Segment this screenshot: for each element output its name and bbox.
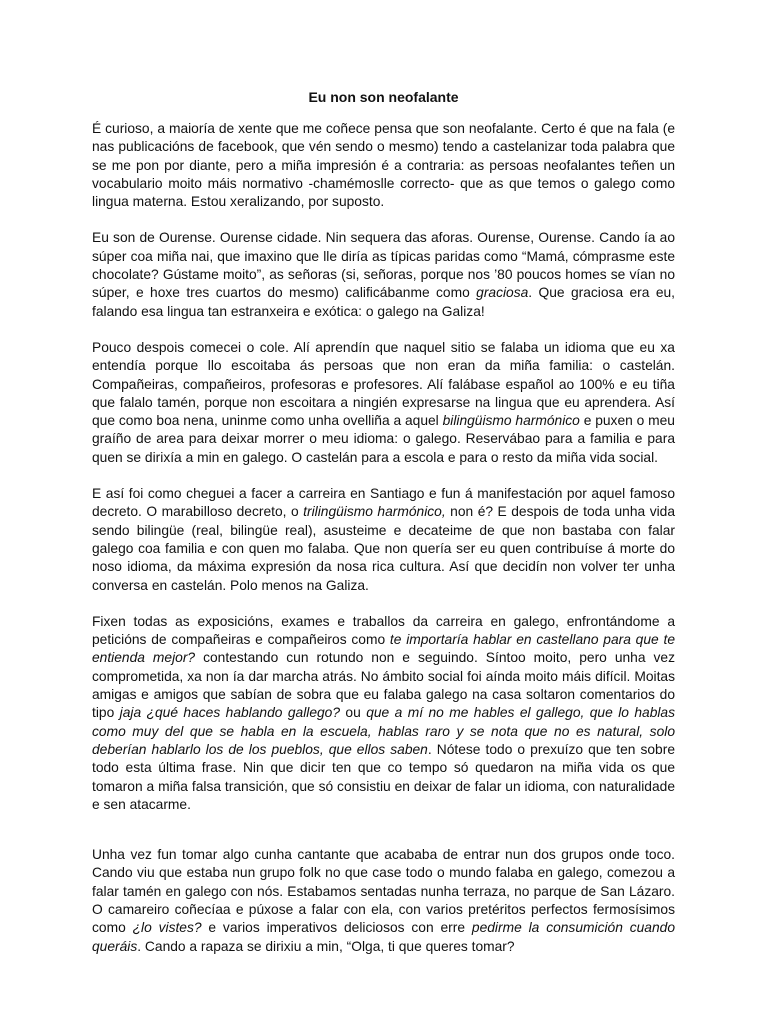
paragraph-5 xyxy=(92,613,675,814)
paragraph-text: e varios imperativos deliciosos con erre xyxy=(201,920,472,936)
document-page xyxy=(92,88,675,974)
italic-phrase: graciosa xyxy=(476,285,529,301)
paragraph-3 xyxy=(92,339,675,467)
paragraph-text: . Nótese todo o prexuízo que ten sobre todo esta última frase. Nin que dicir ten que co tempo só quedaron na miña vida os que tomaron a miña falsa transición, que só consistiu en deixar de falar un idioma, con naturalidade e sen atacarme. xyxy=(92,741,675,812)
document-title: Eu non son neofalante xyxy=(308,89,459,105)
paragraph-text: ou xyxy=(340,705,367,721)
paragraph-text: Eu son de Ourense. Ourense cidade. Nin sequera das aforas. Ourense, Ourense. Cando ía ao súper coa miña nai, que imaxino que lle diría as típicas paridas como “Mamá, cómprasme este chocolate? Gústame moito”, as señoras (si, señoras, porque nos ’80 poucos homes se vían no súper, e hoxe tres cuartos do mesmo) calificábanme como xyxy=(92,230,675,301)
italic-phrase: jaja ¿qué haces hablando gallego? xyxy=(119,705,341,721)
paragraph-text: Unha vez fun tomar algo cunha cantante que acababa de entrar nun dos grupos onde toco. Cando viu que estaba nun grupo folk no que case todo o mundo falaba en galego, comezou a falar tamén en galego con nós. Estabamos sentadas nunha terraza, no parque de San Lázaro. O camareiro coñecíaa e púxose a falar con ela, con varios pretéritos perfectos fermosísimos como xyxy=(92,847,675,936)
italic-phrase: ¿lo vistes? xyxy=(132,920,202,936)
paragraph-6 xyxy=(92,846,675,956)
paragraph-text: E así foi como cheguei a facer a carreira en Santiago e fun á manifestación por aquel famoso decreto. O marabilloso decreto, o xyxy=(92,486,675,520)
paragraph-text: . Que graciosa era eu, falando esa lingua tan estranxeira e exótica: o galego na Galiza! xyxy=(92,285,676,319)
paragraph-1 xyxy=(92,120,675,211)
italic-phrase: que a mí no me hables el gallego, que lo hablas como muy del que se habla en la escuela, hablas raro y se nota que no es natural, solo deberían hablarlo los de los pueblos, que ellos saben xyxy=(92,705,676,757)
italic-phrase: bilingüismo harmónico xyxy=(442,413,580,429)
paragraph-4 xyxy=(92,485,675,595)
italic-phrase: te importaría hablar en castellano para que te entienda mejor? xyxy=(92,632,675,666)
paragraph-text: . Cando a rapaza se dirixiu a min, “Olga, ti que queres tomar? xyxy=(137,938,515,954)
paragraph-text: Pouco despois comecei o cole. Alí aprendín que naquel sitio se falaba un idioma que eu xa entendía porque llo escoitaba ás persoas que non eran da miña familia: o castelán. Compañeiras, compañeiros, profesoras e profesores. Alí falábase español ao 100% e eu tiña que falalo tamén, porque non escoitara a ningién expresarse na lingua que eu aprendera. Así que como boa nena, uninme como unha ovelliña a aquel xyxy=(92,339,675,429)
paragraph-text: É curioso, a maioría de xente que me coñece pensa que son neofalante. Certo é que na fala (e nas publicacións de facebook, que vén sendo o mesmo) tendo a castelanizar toda palabra que se me pon por diante, pero a miña impresión é a contraria: as persoas neofalantes teñen un vocabulario moito máis normativo -chamémoslle correcto- que as que temos o galego como lingua materna. Estou xeralizando, por suposto. xyxy=(92,121,675,210)
paragraph-2 xyxy=(92,229,675,320)
italic-phrase: pedirme la consumición cuando queráis xyxy=(92,920,675,954)
italic-phrase: trilingüismo harmónico, xyxy=(303,504,446,520)
paragraph-text: contestando cun rotundo non e seguindo. Síntoo moito, pero unha vez comprometida, xa non ía dar marcha atrás. No ámbito social foi aínda moito máis difícil. Moitas amigas e amigos que sabían de sobra que eu falaba galego na casa soltaron comentarios do tipo xyxy=(92,650,675,721)
paragraph-text: e puxen o meu graíño de area para deixar morrer o meu idioma: o galego. Reservábao para a familia e para quen se dirixía a min en galego. O castelán para a escola e para o resto da miña vida social. xyxy=(92,413,675,465)
paragraph-text: Fixen todas as exposicións, exames e traballos da carreira en galego, enfrontándome a peticións de compañeiras e compañeiros como xyxy=(92,613,675,648)
paragraph-text: non é? E despois de toda unha vida sendo bilingüe (real, bilingüe real), asusteime e decateime de que non bastaba con falar galego coa familia e con quen mo falaba. Que non quería ser eu quen contribuíse á morte do noso idioma, da máxima expresión da nosa rica cultura. Así que decidín non volver ter unha conversa en castelán. Polo menos na Galiza. xyxy=(92,504,675,593)
